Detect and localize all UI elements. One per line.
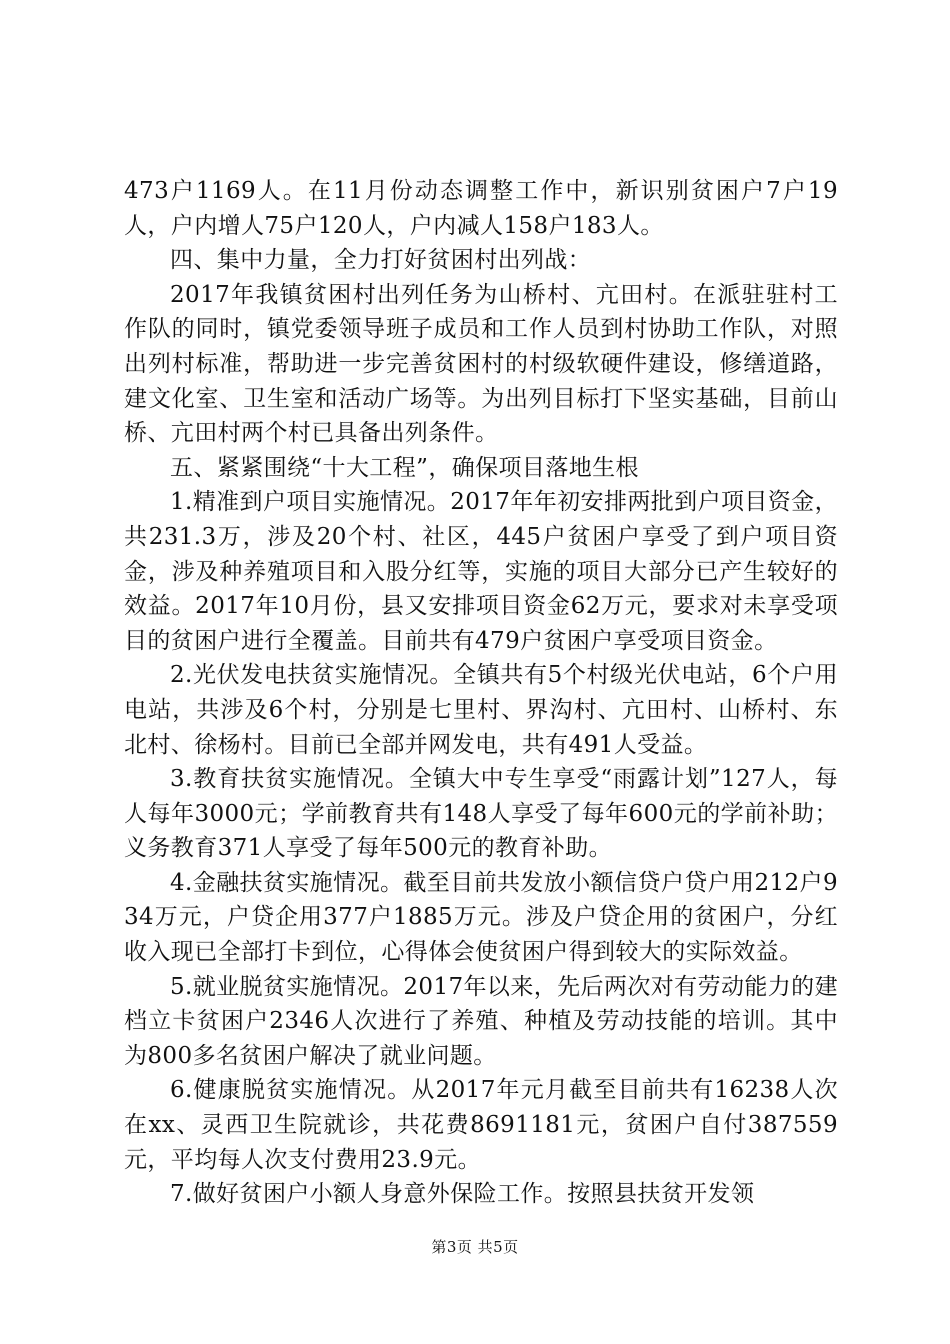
- section-heading-5: 五、紧紧围绕“十大工程”，确保项目落地生根: [170, 454, 639, 481]
- item-5-paragraph: 5.就业脱贫实施情况。2017年以来，先后两次对有劳动能力的建档立卡贫困户2346人次进行了养殖、种植及劳动技能的培训。其中为800多名贫困户解决了就业问题。: [124, 973, 838, 1069]
- paragraph-1: 473户1169人。在11月份动态调整工作中，新识别贫困户7户19人，户内增人75户120人，户内减人158户183人。: [124, 178, 838, 239]
- item-2-paragraph: 2.光伏发电扶贫实施情况。全镇共有5个村级光伏电站，6个户用电站，共涉及6个村，分别是七里村、界沟村、亢田村、山桥村、东北村、徐杨村。目前已全部并网发电，共有491人受益。: [124, 662, 838, 758]
- item-3-paragraph: 3.教育扶贫实施情况。全镇大中专生享受“雨露计划”127人，每人每年3000元；学前教育共有148人享受了每年600元的学前补助；义务教育371人享受了每年500元的教育补助。: [124, 766, 838, 862]
- paragraph-3: 2017年我镇贫困村出列任务为山桥村、亢田村。在派驻驻村工作队的同时，镇党委领导班子成员和工作人员到村协助工作队，对照出列村标准，帮助进一步完善贫困村的村级软硬件建设，修缮道路，建文化室、卫生室和活动广场等。为出列目标打下坚实基础，目前山桥、亢田村两个村已具备出列条件。: [124, 281, 838, 447]
- item-6-paragraph: 6.健康脱贫实施情况。从2017年元月截至目前共有16238人次在xx、灵西卫生院就诊，共花费8691181元，贫困户自付387559元，平均每人次支付费用23.9元。: [124, 1077, 838, 1173]
- item-7-paragraph: 7.做好贫困户小额人身意外保险工作。按照县扶贫开发领: [170, 1181, 755, 1208]
- document-body: [124, 174, 838, 1212]
- item-1-paragraph: 1.精准到户项目实施情况。2017年年初安排两批到户项目资金，共231.3万，涉及20个村、社区，445户贫困户享受了到户项目资金，涉及种养殖项目和入股分红等，实施的项目大部分已产生较好的效益。2017年10月份，县又安排项目资金62万元，要求对未享受项目的贫困户进行全覆盖。目前共有479户贫困户享受项目资金。: [124, 489, 838, 654]
- page-number-footer: 第3页 共5页: [431, 1238, 519, 1256]
- section-heading-4: 四、集中力量，全力打好贫困村出列战：: [170, 247, 592, 274]
- item-4-paragraph: 4.金融扶贫实施情况。截至目前共发放小额信贷户贷户用212户934万元，户贷企用377户1885万元。涉及户贷企用的贫困户，分红收入现已全部打卡到位，心得体会使贫困户得到较大的实际效益。: [124, 869, 838, 966]
